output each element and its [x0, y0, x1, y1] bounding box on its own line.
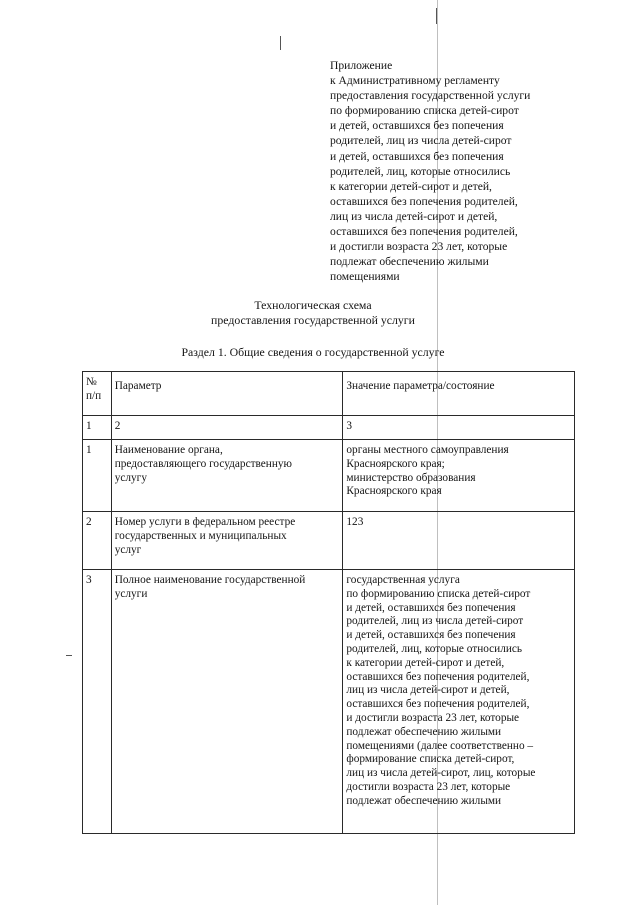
cell-line: помещениями (далее соответственно –	[346, 739, 534, 752]
service-info-table	[82, 371, 575, 834]
scan-mark	[436, 8, 437, 24]
scan-mark	[280, 36, 281, 50]
appendix-line: к категории детей-сирот и детей,	[330, 179, 492, 193]
index-cell: 3	[343, 416, 575, 440]
row-value	[343, 440, 575, 512]
cell-line: услуг	[114, 543, 142, 556]
appendix-line: помещениями	[330, 270, 400, 284]
cell-line: достигли возраста 23 лет, которые	[346, 780, 511, 793]
cell-line: оставшихся без попечения родителей,	[346, 698, 530, 711]
cell-line: и детей, оставшихся без попечения	[346, 601, 516, 614]
cell-line: родителей, лиц, которые относились	[346, 642, 523, 655]
row-num: 3	[83, 570, 112, 834]
appendix-line: оставшихся без попечения родителей,	[330, 225, 518, 239]
row-num: 1	[83, 440, 112, 512]
table-row	[83, 440, 575, 512]
cell-line: Номер услуги в федеральном реестре	[114, 516, 296, 528]
appendix-line: оставшихся без попечения родителей,	[330, 194, 518, 208]
header-value: Значение параметра/состояние	[343, 372, 575, 416]
row-param	[111, 440, 343, 512]
cell-line: министерство образования	[346, 471, 476, 484]
cell-line: по формированию списка детей-сирот	[346, 587, 531, 600]
header-num-line: №	[86, 376, 97, 388]
cell-line: и детей, оставшихся без попечения	[346, 629, 516, 642]
cell-line: Красноярского края;	[346, 457, 445, 470]
row-value	[343, 512, 575, 570]
table-index-row	[83, 416, 575, 440]
cell-line: 123	[346, 516, 364, 528]
cell-line: лиц из числа детей-сирот, лиц, которые	[346, 767, 536, 780]
cell-line: формирование списка детей-сирот,	[346, 753, 515, 766]
index-cell: 1	[83, 416, 112, 440]
table-row	[83, 512, 575, 570]
cell-line: родителей, лиц из числа детей-сирот	[346, 615, 524, 628]
cell-line: государственных и муниципальных	[114, 529, 287, 542]
row-value	[343, 570, 575, 834]
header-num-line: п/п	[86, 389, 102, 402]
cell-line: государственная услуга	[346, 574, 460, 586]
index-cell: 2	[111, 416, 343, 440]
appendix-line: лиц из числа детей-сирот и детей,	[330, 209, 498, 223]
appendix-line: родителей, лиц из числа детей-сирот	[330, 134, 512, 148]
appendix-line: родителей, лиц, которые относились	[330, 164, 511, 178]
appendix-line: и детей, оставшихся без попечения	[330, 119, 504, 133]
document-title-line-2: предоставления государственной услуги	[211, 313, 415, 327]
row-num: 2	[83, 512, 112, 570]
cell-line: Красноярского края	[346, 485, 442, 498]
cell-line: подлежат обеспечению жилыми	[346, 794, 502, 807]
appendix-heading	[330, 58, 600, 284]
header-num	[83, 372, 112, 416]
appendix-line: и детей, оставшихся без попечения	[330, 149, 504, 163]
cell-line: оставшихся без попечения родителей,	[346, 670, 530, 683]
appendix-line: к Административному регламенту	[330, 74, 500, 88]
header-param: Параметр	[111, 372, 343, 416]
appendix-line: подлежат обеспечению жилыми	[330, 255, 489, 269]
cell-line: Наименование органа,	[114, 444, 223, 456]
section-heading: Раздел 1. Общие сведения о государственной услуге	[181, 345, 445, 359]
appendix-line: предоставления государственной услуги	[330, 89, 531, 103]
document-title-line-1: Технологическая схема	[254, 298, 372, 312]
appendix-line: Приложение	[330, 59, 393, 72]
cell-line: подлежат обеспечению жилыми	[346, 725, 502, 738]
cell-line: услугу	[114, 471, 147, 484]
cell-line: и достигли возраста 23 лет, которые	[346, 711, 520, 724]
table-row	[83, 570, 575, 834]
cell-line: к категории детей-сирот и детей,	[346, 656, 505, 669]
cell-line: предоставляющего государственную	[114, 457, 292, 470]
row-param	[111, 570, 343, 834]
row-param	[111, 512, 343, 570]
cell-line: органы местного самоуправления	[346, 444, 509, 456]
cell-line: Полное наименование государственной	[114, 574, 306, 586]
appendix-line: по формированию списка детей-сирот	[330, 104, 519, 118]
scan-mark	[66, 655, 72, 656]
cell-line: услуги	[114, 587, 148, 600]
table-header-row	[83, 372, 575, 416]
appendix-line: и достигли возраста 23 лет, которые	[330, 240, 508, 254]
cell-line: лиц из числа детей-сирот и детей,	[346, 684, 510, 697]
